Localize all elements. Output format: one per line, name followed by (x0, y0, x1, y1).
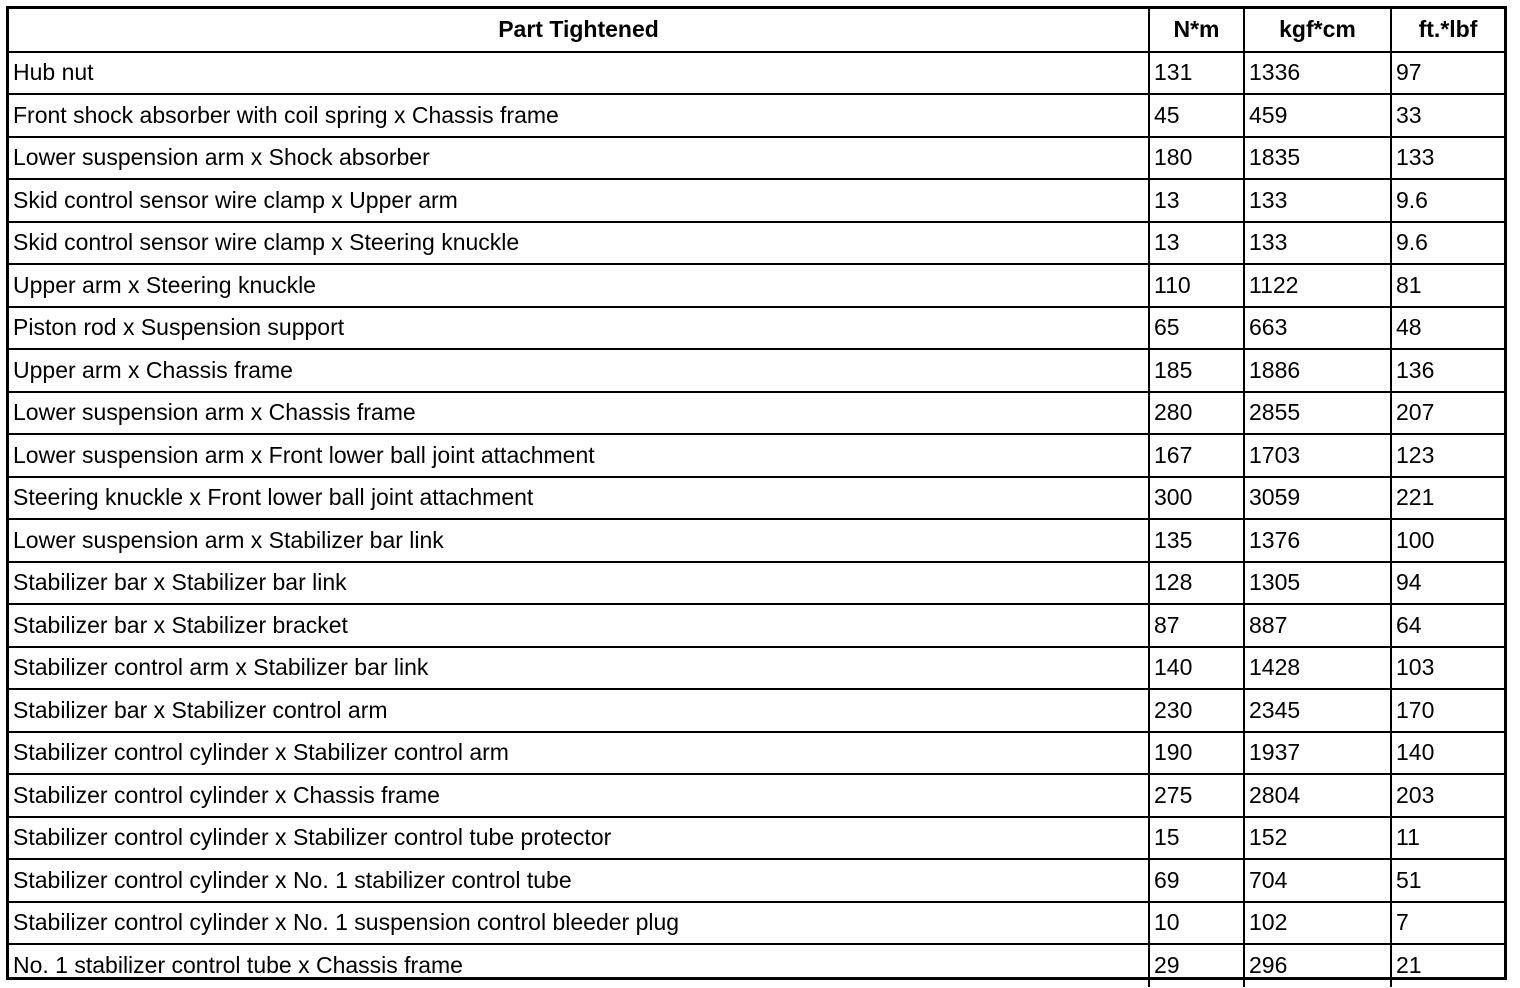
torque-spec-table (9, 9, 1504, 987)
ft-lbf-cell: 103 (1391, 647, 1504, 690)
table-row (9, 689, 1504, 732)
nm-cell: 275 (1149, 774, 1244, 817)
table-row (9, 604, 1504, 647)
table-row (9, 477, 1504, 520)
nm-cell: 65 (1149, 307, 1244, 350)
part-cell: Skid control sensor wire clamp x Steering knuckle (9, 222, 1149, 265)
kgf-cm-cell: 887 (1244, 604, 1391, 647)
table-row (9, 222, 1504, 265)
part-cell: Stabilizer control cylinder x No. 1 suspension control bleeder plug (9, 902, 1149, 945)
nm-cell: 13 (1149, 222, 1244, 265)
kgf-cm-cell: 1703 (1244, 434, 1391, 477)
kgf-cm-cell: 663 (1244, 307, 1391, 350)
part-cell: Stabilizer control cylinder x Stabilizer control tube protector (9, 817, 1149, 860)
ft-lbf-cell: 94 (1391, 562, 1504, 605)
table-row (9, 859, 1504, 902)
nm-cell: 128 (1149, 562, 1244, 605)
header-kgf-cm: kgf*cm (1244, 9, 1391, 52)
part-cell: Stabilizer control cylinder x Chassis frame (9, 774, 1149, 817)
table-row (9, 52, 1504, 95)
ft-lbf-cell: 123 (1391, 434, 1504, 477)
ft-lbf-cell: 97 (1391, 52, 1504, 95)
part-cell: Skid control sensor wire clamp x Upper arm (9, 179, 1149, 222)
table-row (9, 519, 1504, 562)
table-row (9, 392, 1504, 435)
ft-lbf-cell: 9.6 (1391, 222, 1504, 265)
table-row (9, 774, 1504, 817)
table-row (9, 94, 1504, 137)
kgf-cm-cell: 1886 (1244, 349, 1391, 392)
nm-cell: 140 (1149, 647, 1244, 690)
part-cell: Stabilizer control cylinder x No. 1 stabilizer control tube (9, 859, 1149, 902)
ft-lbf-cell: 11 (1391, 817, 1504, 860)
nm-cell: 180 (1149, 137, 1244, 180)
kgf-cm-cell: 1428 (1244, 647, 1391, 690)
nm-cell: 10 (1149, 902, 1244, 945)
table-row (9, 434, 1504, 477)
header-newton-meter: N*m (1149, 9, 1244, 52)
kgf-cm-cell: 1835 (1244, 137, 1391, 180)
nm-cell: 300 (1149, 477, 1244, 520)
part-cell: Upper arm x Chassis frame (9, 349, 1149, 392)
table-row (9, 562, 1504, 605)
part-cell: No. 1 stabilizer control tube x Chassis frame (9, 944, 1149, 987)
ft-lbf-cell: 203 (1391, 774, 1504, 817)
ft-lbf-cell: 7 (1391, 902, 1504, 945)
table-row (9, 307, 1504, 350)
ft-lbf-cell: 221 (1391, 477, 1504, 520)
kgf-cm-cell: 102 (1244, 902, 1391, 945)
ft-lbf-cell: 48 (1391, 307, 1504, 350)
kgf-cm-cell: 2855 (1244, 392, 1391, 435)
kgf-cm-cell: 1305 (1244, 562, 1391, 605)
table-row (9, 179, 1504, 222)
table-body (9, 52, 1504, 987)
kgf-cm-cell: 1122 (1244, 264, 1391, 307)
header-ft-lbf: ft.*lbf (1391, 9, 1504, 52)
part-cell: Lower suspension arm x Shock absorber (9, 137, 1149, 180)
part-cell: Stabilizer control cylinder x Stabilizer control arm (9, 732, 1149, 775)
ft-lbf-cell: 81 (1391, 264, 1504, 307)
ft-lbf-cell: 136 (1391, 349, 1504, 392)
kgf-cm-cell: 133 (1244, 222, 1391, 265)
kgf-cm-cell: 704 (1244, 859, 1391, 902)
kgf-cm-cell: 2345 (1244, 689, 1391, 732)
nm-cell: 15 (1149, 817, 1244, 860)
nm-cell: 280 (1149, 392, 1244, 435)
part-cell: Lower suspension arm x Stabilizer bar link (9, 519, 1149, 562)
part-cell: Piston rod x Suspension support (9, 307, 1149, 350)
ft-lbf-cell: 133 (1391, 137, 1504, 180)
kgf-cm-cell: 1937 (1244, 732, 1391, 775)
ft-lbf-cell: 170 (1391, 689, 1504, 732)
ft-lbf-cell: 207 (1391, 392, 1504, 435)
kgf-cm-cell: 3059 (1244, 477, 1391, 520)
nm-cell: 131 (1149, 52, 1244, 95)
kgf-cm-cell: 152 (1244, 817, 1391, 860)
table-header-row (9, 9, 1504, 52)
kgf-cm-cell: 133 (1244, 179, 1391, 222)
ft-lbf-cell: 9.6 (1391, 179, 1504, 222)
table-row (9, 944, 1504, 987)
nm-cell: 230 (1149, 689, 1244, 732)
nm-cell: 135 (1149, 519, 1244, 562)
torque-spec-table-frame (6, 6, 1507, 980)
nm-cell: 29 (1149, 944, 1244, 987)
header-part-tightened: Part Tightened (9, 9, 1149, 52)
part-cell: Stabilizer bar x Stabilizer control arm (9, 689, 1149, 732)
table-row (9, 137, 1504, 180)
nm-cell: 167 (1149, 434, 1244, 477)
nm-cell: 87 (1149, 604, 1244, 647)
nm-cell: 190 (1149, 732, 1244, 775)
table-row (9, 732, 1504, 775)
kgf-cm-cell: 1336 (1244, 52, 1391, 95)
kgf-cm-cell: 2804 (1244, 774, 1391, 817)
part-cell: Lower suspension arm x Front lower ball joint attachment (9, 434, 1149, 477)
part-cell: Stabilizer bar x Stabilizer bar link (9, 562, 1149, 605)
ft-lbf-cell: 100 (1391, 519, 1504, 562)
part-cell: Stabilizer control arm x Stabilizer bar link (9, 647, 1149, 690)
table-row (9, 264, 1504, 307)
nm-cell: 45 (1149, 94, 1244, 137)
kgf-cm-cell: 459 (1244, 94, 1391, 137)
ft-lbf-cell: 51 (1391, 859, 1504, 902)
kgf-cm-cell: 1376 (1244, 519, 1391, 562)
part-cell: Hub nut (9, 52, 1149, 95)
table-row (9, 647, 1504, 690)
nm-cell: 69 (1149, 859, 1244, 902)
part-cell: Stabilizer bar x Stabilizer bracket (9, 604, 1149, 647)
nm-cell: 13 (1149, 179, 1244, 222)
table-row (9, 817, 1504, 860)
part-cell: Upper arm x Steering knuckle (9, 264, 1149, 307)
nm-cell: 110 (1149, 264, 1244, 307)
part-cell: Lower suspension arm x Chassis frame (9, 392, 1149, 435)
ft-lbf-cell: 64 (1391, 604, 1504, 647)
table-row (9, 902, 1504, 945)
kgf-cm-cell: 296 (1244, 944, 1391, 987)
table-row (9, 349, 1504, 392)
ft-lbf-cell: 21 (1391, 944, 1504, 987)
part-cell: Steering knuckle x Front lower ball joint attachment (9, 477, 1149, 520)
nm-cell: 185 (1149, 349, 1244, 392)
ft-lbf-cell: 140 (1391, 732, 1504, 775)
ft-lbf-cell: 33 (1391, 94, 1504, 137)
part-cell: Front shock absorber with coil spring x Chassis frame (9, 94, 1149, 137)
